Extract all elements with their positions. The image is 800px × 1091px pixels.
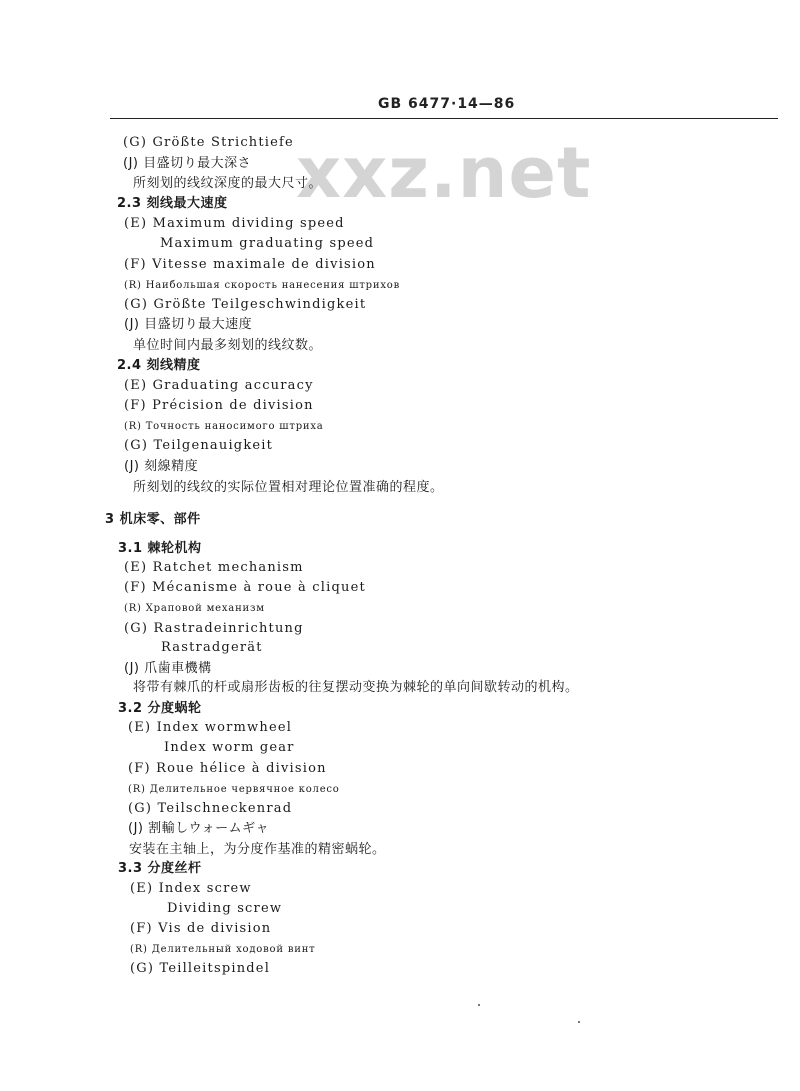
term-line: Rastradgerät	[161, 640, 263, 655]
term-line: (R) Точность наносимого штриха	[124, 421, 324, 432]
term-line: (R) Делительное червячное колесо	[128, 784, 340, 795]
section-heading: 2.4 刻线精度	[117, 358, 201, 373]
term-line: (F) Mécanisme à roue à cliquet	[124, 580, 366, 595]
term-line: (E) Maximum dividing speed	[124, 216, 345, 231]
term-line: (G) Teilschneckenrad	[128, 801, 293, 816]
term-line: (R) Храповой механизм	[124, 603, 265, 614]
definition-line: 所刻划的线纹深度的最大尺寸。	[133, 176, 323, 191]
term-line: (E) Graduating accuracy	[124, 378, 314, 393]
section-heading: 3.3 分度丝杆	[118, 861, 202, 876]
header-rule	[110, 118, 778, 119]
term-line: (J) 目盛切り最大深さ	[123, 156, 252, 171]
section-heading: 2.3 刻线最大速度	[117, 196, 228, 211]
definition-line: 所刻划的线纹的实际位置相对理论位置准确的程度。	[133, 480, 444, 495]
section-heading: 3.1 棘轮机构	[118, 541, 202, 556]
scan-speck	[578, 1021, 580, 1023]
term-line: (J) 割輸しウォームギャ	[128, 821, 270, 836]
term-line: Index worm gear	[164, 740, 295, 755]
term-line: (G) Teilgenauigkeit	[124, 438, 274, 453]
section-heading: 3.2 分度蜗轮	[118, 701, 202, 716]
term-line: (J) 爪歯車機構	[124, 661, 212, 676]
term-line: (G) Teilleitspindel	[130, 961, 271, 976]
term-line: (R) Наибольшая скорость нанесения штрихов	[124, 280, 401, 291]
scan-speck	[478, 1004, 480, 1006]
definition-line: 单位时间内最多刻划的线纹数。	[133, 338, 323, 353]
term-line: (F) Vitesse maximale de division	[124, 257, 376, 272]
term-line: (F) Vis de division	[130, 921, 272, 936]
chapter-heading: 3 机床零、部件	[105, 512, 201, 527]
standard-code: GB 6477·14—86	[378, 96, 516, 112]
term-line: (G) Rastradeinrichtung	[124, 621, 304, 636]
term-line: (J) 刻線精度	[124, 459, 199, 474]
term-line: (E) Index screw	[130, 881, 252, 896]
term-line: (E) Ratchet mechanism	[124, 560, 304, 575]
term-line: (E) Index wormwheel	[128, 720, 293, 735]
term-line: (G) Größte Teilgeschwindigkeit	[124, 297, 367, 312]
term-line: (F) Roue hélice à division	[128, 761, 327, 776]
term-line: (G) Größte Strichtiefe	[123, 135, 294, 150]
term-line: (R) Делительный ходовой винт	[130, 944, 316, 955]
term-line: (F) Précision de division	[124, 398, 314, 413]
definition-line: 将带有棘爪的杆或扇形齿板的往复摆动变换为棘轮的单向间歇转动的机构。	[133, 680, 579, 695]
watermark: xxz.net	[296, 132, 592, 214]
definition-line: 安装在主轴上，为分度作基准的精密蜗轮。	[129, 842, 386, 857]
term-line: (J) 目盛切り最大速度	[124, 317, 253, 332]
term-line: Maximum graduating speed	[160, 236, 375, 251]
term-line: Dividing screw	[167, 901, 283, 916]
